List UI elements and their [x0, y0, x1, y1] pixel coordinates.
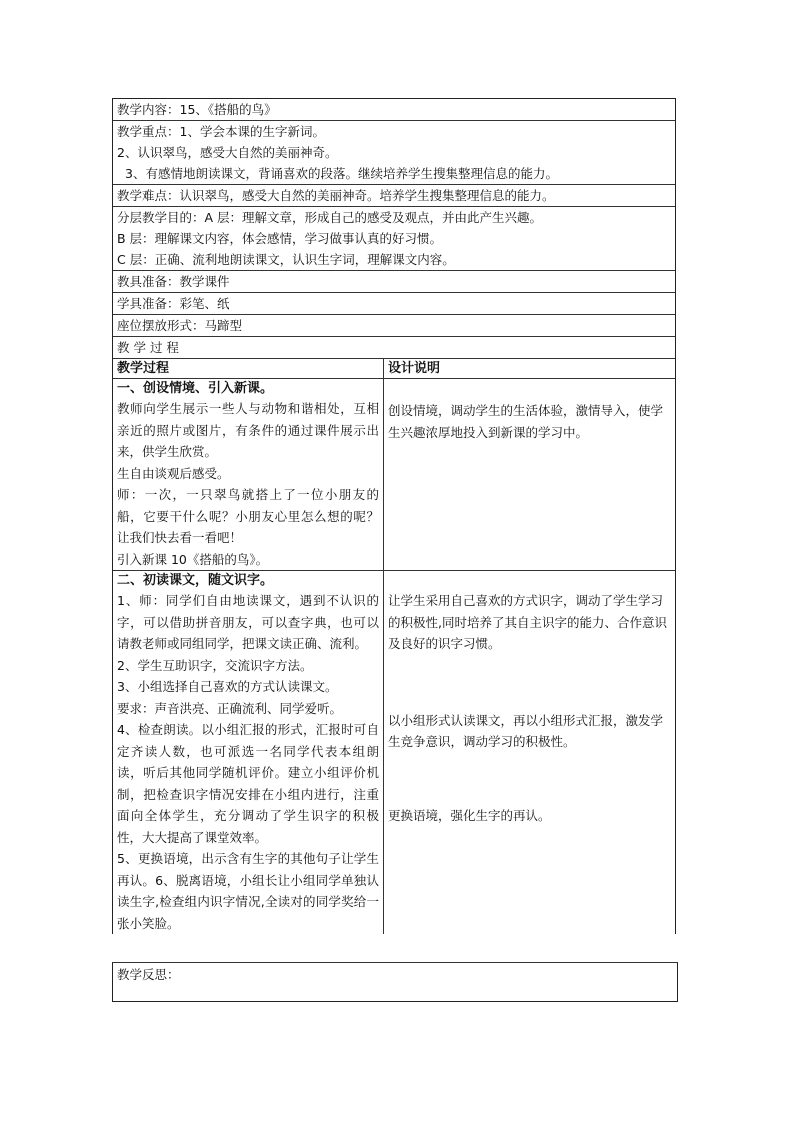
table-frame: [112, 98, 676, 934]
reflection-label: 教学反思：: [117, 967, 180, 982]
section-1-process: [113, 379, 384, 570]
column-header-notes: 设计说明: [388, 361, 441, 376]
section-2-process: [113, 571, 384, 934]
row-student-tools: [113, 293, 675, 315]
section-1-para-4: 引入新课 10《搭船的鸟》。: [117, 551, 269, 567]
section-2-para-4: 要求：声音洪亮、正确流利、同学爱听。: [117, 700, 343, 716]
row-teacher-tools: [113, 271, 675, 293]
section-2-notes: [384, 571, 675, 934]
focus-line-2: 2、认识翠鸟，感受大自然的美丽神奇。: [117, 145, 338, 160]
content-line: 教学内容：15、《搭船的鸟》: [117, 102, 277, 117]
process-heading: 教 学 过 程: [117, 340, 179, 355]
section-1-para-3: 师：一次，一只翠鸟就搭上了一位小朋友的船，它要干什么呢？小朋友心里怎么想的呢？让我们快去看一看吧！: [117, 487, 379, 545]
goals-line-b: B 层：理解课文内容，体会感情，学习做事认真的好习惯。: [117, 231, 443, 246]
focus-line-3: 3、有感情地朗读课文，背诵喜欢的段落。继续培养学生搜集整理信息的能力。: [125, 166, 558, 181]
section-2-note-2: 以小组形式认读课文，再以小组形式汇报，激发学生竞争意识，调动学习的积极性。: [388, 712, 664, 749]
section-2-title: 二、初读课文，随文识字。: [117, 573, 274, 588]
row-focus: [113, 121, 675, 185]
section-2-note-1: 让学生采用自己喜欢的方式识字，调动了学生学习的积极性,同时培养了其自主识字的能力、合作意识及良好的识字习惯。: [388, 593, 667, 651]
row-process: [113, 337, 675, 359]
focus-line-1: 教学重点：1、学会本课的生字新词。: [117, 124, 325, 139]
section-2-row: [113, 571, 675, 934]
lesson-plan-table: [112, 98, 676, 934]
seating-line: 座位摆放形式：马蹄型: [117, 318, 243, 333]
section-2-para-5: 4、检查朗读。以小组汇报的形式，汇报时可自定齐读人数，也可派选一名同学代表本组朗读，听后其他同学随机评价。建立小组评价机制，把检查识字情况安排在小组内进行，注重面向全体学生，充分调动了学生识字的积极性，大大提高了课堂效率。: [117, 722, 379, 845]
row-goals: [113, 207, 675, 271]
row-seating: [113, 315, 675, 337]
column-header-row: [113, 359, 675, 379]
section-1-row: [113, 379, 675, 571]
difficulty-line: 教学难点：认识翠鸟，感受大自然的美丽神奇。培养学生搜集整理信息的能力。: [117, 188, 555, 203]
section-1-title: 一、创设情境、引入新课。: [117, 381, 274, 396]
section-1-para-2: 生自由谈观后感受。: [117, 465, 230, 481]
teacher-tools-line: 教具准备：教学课件: [117, 274, 230, 289]
row-content: [113, 99, 675, 121]
column-header-process: 教学过程: [113, 359, 384, 378]
section-2-para-1: 1、师：同学们自由地读课文，遇到不认识的字，可以借助拼音朋友，可以查字典，也可以请教老师或同组同学，把课文读正确、流利。: [117, 593, 379, 651]
section-2-para-6: 5、更换语境，出示含有生字的其他句子让学生再认。6、脱离语境，小组长让小组同学单独认读生字,检查组内识字情况,全读对的同学奖给一张小笑脸。: [117, 851, 379, 931]
section-2-para-3: 3、小组选择自己喜欢的方式认读课文。: [117, 679, 338, 694]
section-1-para-1: 教师向学生展示一些人与动物和谐相处，互相亲近的照片或图片，有条件的通过课件展示出来，供学生欣赏。: [117, 401, 379, 459]
section-2-note-3: 更换语境，强化生字的再认。: [388, 807, 551, 823]
student-tools-line: 学具准备：彩笔、纸: [117, 296, 230, 311]
section-1-note: 创设情境，调动学生的生活体验，激情导入，使学生兴趣浓厚地投入到新课的学习中。: [388, 403, 664, 440]
row-difficulty: [113, 185, 675, 207]
goals-line-a: 分层教学目的：A 层：理解文章，形成自己的感受及观点，并由此产生兴趣。: [117, 210, 543, 225]
reflection-row: [112, 962, 678, 1002]
section-2-para-2: 2、学生互助识字，交流识字方法。: [117, 657, 313, 673]
section-1-notes: [384, 379, 675, 570]
goals-line-c: C 层：正确、流利地朗读课文，认识生字词，理解课文内容。: [117, 252, 455, 267]
